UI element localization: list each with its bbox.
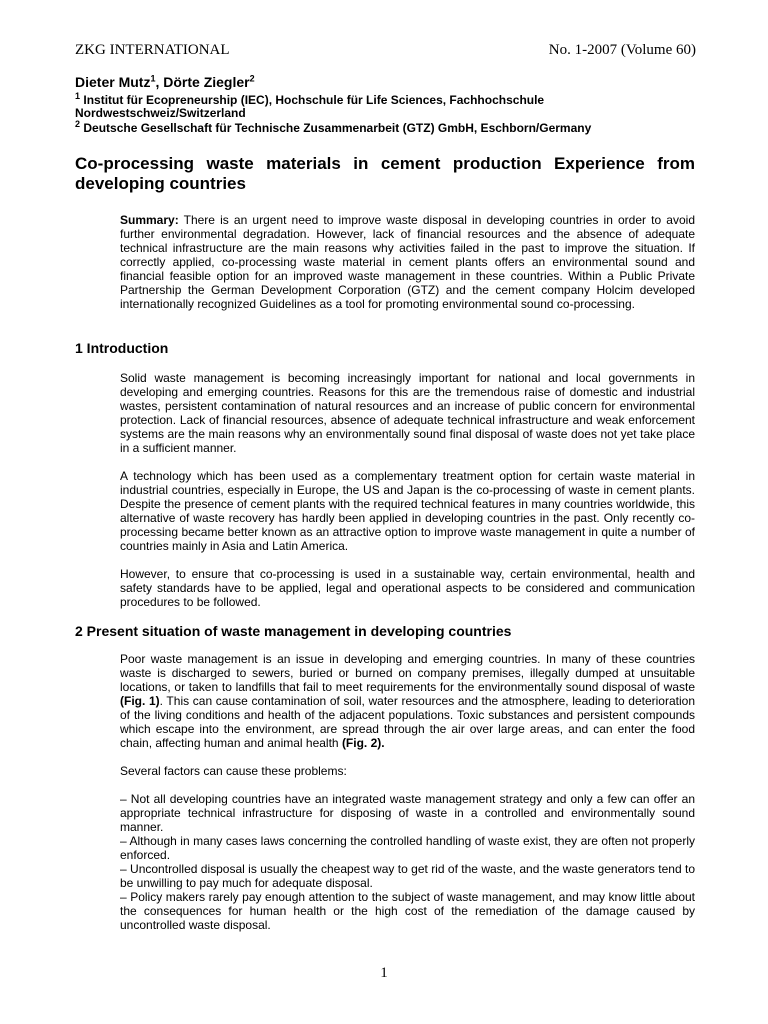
section-2-paragraph-2: Several factors can cause these problems: <box>120 764 347 778</box>
factor-list <box>120 792 695 932</box>
fig-2-reference: (Fig. 2). <box>341 736 385 750</box>
affiliations <box>75 91 705 137</box>
section-1-paragraph-3: However, to ensure that co-processing is used in a sustainable way, certain environmental, health and safety standards have to be applied, legal and operational aspects to be considered and communication procedures to be followed. <box>120 567 695 609</box>
issue-info: No. 1-2007 (Volume 60) <box>548 42 696 58</box>
section-2-heading: 2 Present situation of waste management in developing countries <box>75 623 512 639</box>
author-2-sup: 2 <box>249 73 255 84</box>
author-separator: , <box>155 74 164 90</box>
affiliation-1-text: Institut für Ecopreneurship (IEC), Hochschule für Life Sciences, Fachhochschule Nordwestschweiz/Switzerland <box>75 93 545 120</box>
author-1-sup: 1 <box>150 73 156 84</box>
list-item: – Not all developing countries have an integrated waste management strategy and only a few can offer an appropriate technical infrastructure for disposing of waste in a controlled and environmentally sound manner. <box>120 792 695 834</box>
journal-name: ZKG INTERNATIONAL <box>75 42 230 58</box>
section-1-heading: 1 Introduction <box>75 340 169 356</box>
affiliation-2 <box>75 119 705 135</box>
summary-label: Summary: <box>120 213 179 227</box>
section-2-p1-text-a: Poor waste management is an issue in developing and emerging countries. In many of these countries waste is discharged to sewers, buried or burned on company premises, illegally dumped at unsuitable locations, or taken to landfills that fail to meet requirements for the environmentally sound disposal of waste <box>120 652 695 694</box>
summary-text: There is an urgent need to improve waste disposal in developing countries in order to avoid further environmental degradation. However, lack of financial resources and the absence of adequate technical infrastructure are the main reasons why activities failed in the past to improve the situation. If correctly applied, co-processing waste material in cement plants offers an environmental sound and financial feasible option for an improved waste management in these countries. Within a Public Private Partnership the German Development Corporation (GTZ) and the cement company Holcim developed internationally recognized Guidelines as a tool for promoting environmental sound co-processing. <box>120 213 695 311</box>
section-1-paragraph-1: Solid waste management is becoming increasingly important for national and local governments in developing and emerging countries. Reasons for this are the tremendous raise of domestic and industrial wastes, persistent contamination of natural resources and an increase of public concern for environmental protection. Lack of financial resources, absence of adequate technical infrastructure and weak enforcement systems are the main reasons why an environmentally sound final disposal of waste does not yet take place in a sufficient manner. <box>120 371 695 455</box>
affiliation-2-text: Deutsche Gesellschaft für Technische Zusammenarbeit (GTZ) GmbH, Eschborn/Germany <box>83 121 592 135</box>
affiliation-1 <box>75 91 705 120</box>
affiliation-2-sup: 2 <box>75 119 81 129</box>
section-2-p1-text-b: . This can cause contamination of soil, water resources and the atmosphere, leading to deterioration of the living conditions and health of the adjacent populations. Toxic substances and persistent compounds which escape into the environment, are spread through the air over large areas, and can enter the food chain, affecting human and animal health <box>120 694 695 750</box>
summary-paragraph <box>120 213 695 311</box>
author-line <box>75 74 705 90</box>
list-item: – Although in many cases laws concerning the controlled handling of waste exist, they are often not properly enforced. <box>120 834 695 862</box>
author-1: Dieter Mutz <box>75 74 151 90</box>
list-item: – Policy makers rarely pay enough attention to the subject of waste management, and may know little about the consequences for human health or the high cost of the remediation of the damage caused by uncontrolled waste disposal. <box>120 890 695 932</box>
section-2-paragraph-1 <box>120 652 695 750</box>
running-header <box>75 42 696 59</box>
affiliation-1-sup: 1 <box>75 91 81 101</box>
page-number: 1 <box>380 965 388 981</box>
section-1-paragraph-2: A technology which has been used as a complementary treatment option for certain waste material in industrial countries, especially in Europe, the US and Japan is the co-processing of waste in cement plants. Despite the presence of cement plants with the required technical features in many countries worldwide, this alternative of waste recovery has hardly been applied in developing countries in the past. Only recently co-processing became better known as an attractive option to improve waste management in quite a number of countries mainly in Asia and Latin America. <box>120 469 695 553</box>
author-2: Dörte Ziegler <box>163 74 250 90</box>
list-item: – Uncontrolled disposal is usually the cheapest way to get rid of the waste, and the waste generators tend to be unwilling to pay much for adequate disposal. <box>120 862 695 890</box>
paper-title: Co-processing waste materials in cement production Experience from developing countries <box>75 154 695 193</box>
fig-1-reference: (Fig. 1) <box>120 694 160 708</box>
